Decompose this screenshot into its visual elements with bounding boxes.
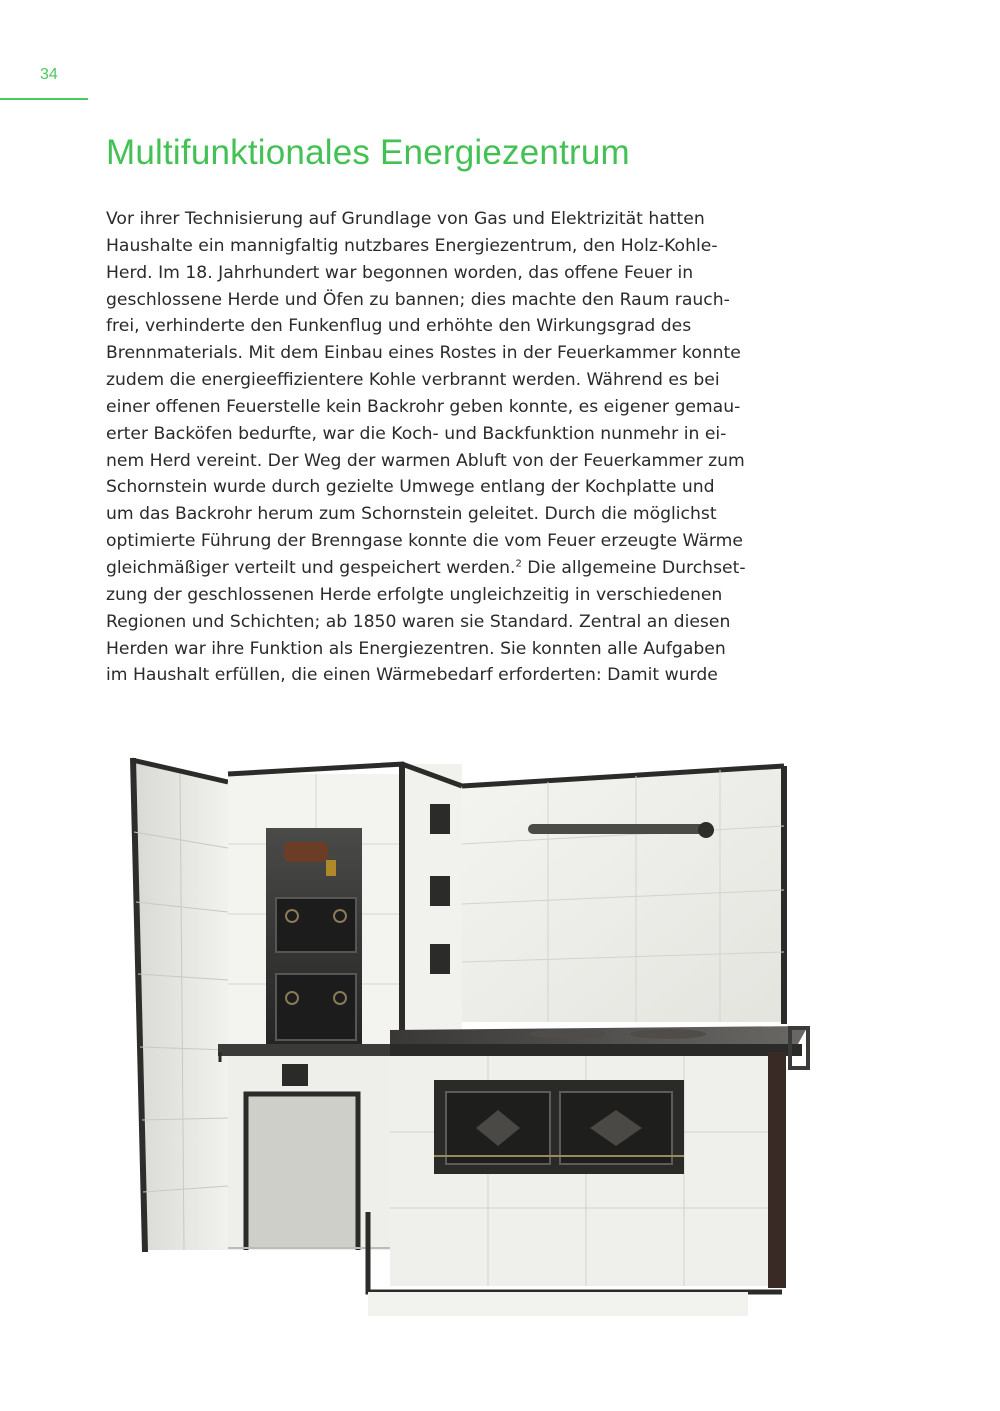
body-line: Regionen und Schichten; ab 1850 waren sie Standard. Zentral an diesen [106, 611, 731, 632]
body-line: einer offenen Feuerstelle kein Backrohr geben konnte, es eigener gemau- [106, 396, 741, 417]
brass-tap [326, 860, 336, 876]
oven-door-upper [276, 898, 356, 952]
body-line: im Haushalt erfüllen, die einen Wärmebedarf erforderten: Damit wurde [106, 665, 718, 686]
body-line-with-footnote [106, 555, 776, 582]
body-line: optimierte Führung der Brenngase konnte die vom Feuer erzeugte Wärme [106, 531, 744, 552]
page-number-rule [0, 98, 88, 100]
footnote-reference[interactable]: 2 [515, 558, 522, 570]
body-line: geschlossene Herde und Öfen zu bannen; dies machte den Raum rauch- [106, 289, 730, 310]
body-line: zung der geschlossenen Herde erfolgte ungleichzeitig in verschiedenen [106, 584, 723, 605]
towel-rail [528, 824, 708, 834]
body-line: nem Herd vereint. Der Weg der warmen Abluft von der Feuerkammer zum [106, 450, 745, 471]
right-wall-tiles [462, 766, 784, 1022]
body-line-text: gleichmäßiger verteilt und gespeichert werden. [106, 557, 516, 578]
left-wall-tiles [132, 760, 228, 1250]
body-line: frei, verhinderte den Funkenflug und erhöhte den Wirkungsgrad des [106, 316, 692, 337]
oven-door-lower [276, 974, 356, 1040]
body-line: Vor ihrer Technisierung auf Grundlage von Gas und Elektrizität hatten [106, 209, 705, 229]
article-body [106, 206, 776, 689]
chimney-damper-1 [430, 804, 450, 834]
firewood-niche [246, 1094, 358, 1248]
body-line: erter Backöfen bedurfte, war die Koch- und Backfunktion nunmehr in ei- [106, 423, 727, 444]
tower-ledge [218, 1044, 408, 1056]
stove-photo [128, 752, 818, 1320]
page-number: 34 [40, 66, 58, 83]
body-line: Herden war ihre Funktion als Energiezentren. Sie konnten alle Aufgaben [106, 638, 726, 659]
body-line: Herd. Im 18. Jahrhundert war begonnen worden, das offene Feuer in [106, 262, 694, 283]
body-line: Brennmaterials. Mit dem Einbau eines Rostes in der Feuerkammer konnte [106, 343, 741, 364]
body-line: Schornstein wurde durch gezielte Umwege entlang der Kochplatte und [106, 477, 715, 498]
body-line: zudem die energieeffizientere Kohle verbrannt werden. Während es bei [106, 370, 720, 391]
chimney-damper-2 [430, 876, 450, 906]
body-line-text: Die allgemeine Durchset- [521, 557, 746, 578]
article-title: Multifunktionales Energiezentrum [106, 133, 630, 172]
stove-side-panel [768, 1052, 786, 1288]
body-line: Haushalte ein mannigfaltig nutzbares Energiezentrum, den Holz-Kohle- [106, 235, 718, 256]
water-reservoir [284, 842, 328, 862]
chimney-damper-3 [430, 944, 450, 974]
body-line: um das Backrohr herum zum Schornstein geleitet. Durch die möglichst [106, 504, 717, 525]
